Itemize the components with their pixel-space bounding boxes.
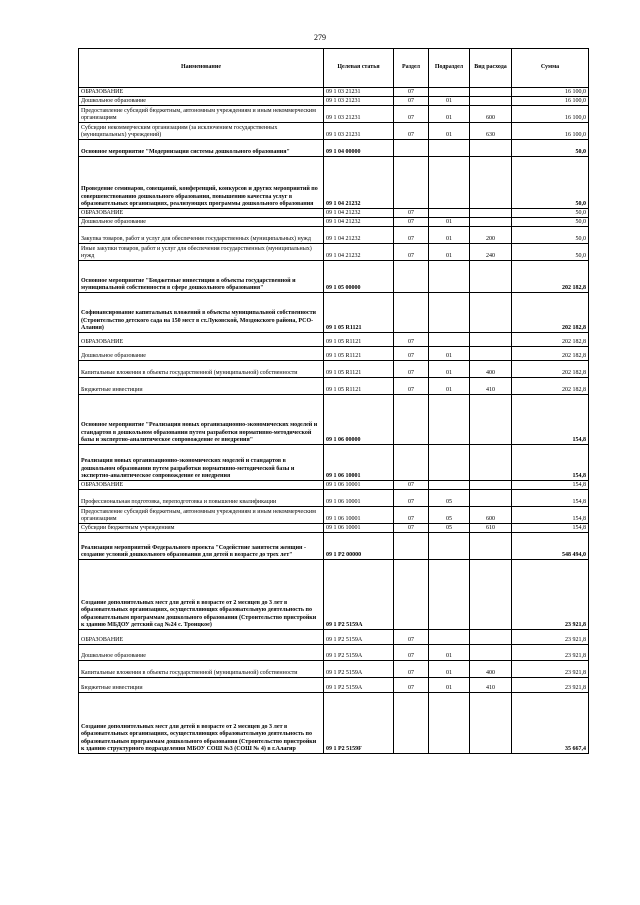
table-row (79, 678, 589, 693)
row-section-cell: 07 (394, 378, 429, 395)
row-target-article-cell: 09 1 06 10001 (324, 481, 394, 490)
row-section-cell (394, 293, 429, 333)
row-subsection-cell (429, 140, 470, 157)
row-expense-type-cell (470, 481, 512, 490)
row-section-cell: 07 (394, 481, 429, 490)
row-name-cell: Дошкольное образование (79, 645, 324, 661)
row-section-cell: 07 (394, 244, 429, 261)
row-expense-type-cell: 410 (470, 378, 512, 395)
row-subsection-cell: 01 (429, 347, 470, 361)
column-header-name: Наименование (79, 49, 324, 88)
row-subsection-cell (429, 533, 470, 560)
row-expense-type-cell (470, 261, 512, 293)
row-name-cell: Иные закупки товаров, работ и услуг для обеспечения государственных (муниципальных) нужд (79, 244, 324, 261)
row-amount-cell: 202 182,8 (512, 347, 589, 361)
row-target-article-cell: 09 1 03 21231 (324, 106, 394, 123)
table-row (79, 123, 589, 140)
row-amount-cell: 154,8 (512, 445, 589, 481)
row-name-cell: Создание дополнительных мест для детей в возрасте от 2 месяцев до 3 лет в образовательных организациях, осуществляющих образовательную деятельность по образовательным программам дошкольного образования (Строительство пристройки к зданию структурного подразделения МБОУ СОШ №3 (СОШ № 4) в г.Алагир (79, 693, 324, 754)
row-section-cell: 07 (394, 227, 429, 244)
row-subsection-cell: 01 (429, 361, 470, 378)
row-target-article-cell: 09 1 04 21232 (324, 218, 394, 227)
row-target-article-cell: 09 1 05 00000 (324, 261, 394, 293)
table-row (79, 97, 589, 106)
row-name-cell: Капитальные вложения в объекты государственной (муниципальной) собственности (79, 361, 324, 378)
table-header-row (79, 49, 589, 88)
table-row (79, 106, 589, 123)
row-subsection-cell (429, 157, 470, 209)
row-subsection-cell: 01 (429, 97, 470, 106)
row-section-cell (394, 445, 429, 481)
row-expense-type-cell: 410 (470, 678, 512, 693)
row-name-cell: Реализация новых организационно-экономических моделей и стандартов в дошкольном образовании путем разработки нормативно-методической базы и экспертно-аналитическое сопровождение ее внедрения (79, 445, 324, 481)
row-section-cell (394, 560, 429, 630)
row-name-cell: Предоставление субсидий бюджетным, автономным учреждениям и иным некоммерческим организациям (79, 106, 324, 123)
table-row (79, 693, 589, 754)
row-section-cell: 07 (394, 630, 429, 645)
row-subsection-cell (429, 445, 470, 481)
row-name-cell: ОБРАЗОВАНИЕ (79, 630, 324, 645)
row-expense-type-cell (470, 157, 512, 209)
row-amount-cell: 16 100,0 (512, 97, 589, 106)
row-name-cell: Бюджетные инвестиции (79, 678, 324, 693)
table-body (79, 88, 589, 754)
row-expense-type-cell (470, 490, 512, 507)
row-amount-cell: 23 921,8 (512, 560, 589, 630)
table-row (79, 481, 589, 490)
row-target-article-cell: 09 1 P2 5159F (324, 693, 394, 754)
row-expense-type-cell: 400 (470, 661, 512, 678)
row-amount-cell: 23 921,8 (512, 645, 589, 661)
row-name-cell: Предоставление субсидий бюджетным, автономным учреждениям и иным некоммерческим организациям (79, 507, 324, 524)
table-row (79, 533, 589, 560)
row-target-article-cell: 09 1 P2 5159A (324, 630, 394, 645)
column-header-section: Раздел (394, 49, 429, 88)
table-row (79, 524, 589, 533)
row-subsection-cell: 05 (429, 507, 470, 524)
row-subsection-cell: 01 (429, 218, 470, 227)
row-expense-type-cell: 600 (470, 507, 512, 524)
row-amount-cell: 202 182,8 (512, 361, 589, 378)
row-target-article-cell: 09 1 04 00000 (324, 140, 394, 157)
row-amount-cell: 50,0 (512, 218, 589, 227)
row-expense-type-cell (470, 533, 512, 560)
row-target-article-cell: 09 1 03 21231 (324, 88, 394, 97)
row-amount-cell: 202 182,8 (512, 333, 589, 347)
row-amount-cell: 154,8 (512, 524, 589, 533)
row-name-cell: ОБРАЗОВАНИЕ (79, 333, 324, 347)
row-subsection-cell (429, 333, 470, 347)
column-header-amount: Сумма (512, 49, 589, 88)
row-subsection-cell (429, 693, 470, 754)
row-subsection-cell: 01 (429, 645, 470, 661)
row-amount-cell: 154,8 (512, 507, 589, 524)
column-header-target-article: Целевая статья (324, 49, 394, 88)
row-name-cell: Дошкольное образование (79, 218, 324, 227)
row-section-cell: 07 (394, 123, 429, 140)
row-section-cell (394, 140, 429, 157)
row-target-article-cell: 09 1 04 21232 (324, 157, 394, 209)
row-section-cell: 07 (394, 507, 429, 524)
row-amount-cell: 16 100,0 (512, 123, 589, 140)
row-target-article-cell: 09 1 06 10001 (324, 524, 394, 533)
row-section-cell: 07 (394, 106, 429, 123)
row-target-article-cell: 09 1 03 21231 (324, 97, 394, 106)
row-section-cell: 07 (394, 209, 429, 218)
row-subsection-cell (429, 481, 470, 490)
row-expense-type-cell (470, 88, 512, 97)
row-name-cell: ОБРАЗОВАНИЕ (79, 88, 324, 97)
row-section-cell (394, 395, 429, 445)
row-target-article-cell: 09 1 04 21232 (324, 227, 394, 244)
row-target-article-cell: 09 1 06 10001 (324, 490, 394, 507)
table-row (79, 445, 589, 481)
row-subsection-cell: 01 (429, 106, 470, 123)
row-expense-type-cell: 240 (470, 244, 512, 261)
row-name-cell: Проведение семинаров, совещаний, конференций, конкурсов и других мероприятий по совершенствованию дошкольного образования, повышению качества услуг в образовательных организациях, реализующих программы дошкольного образования (79, 157, 324, 209)
row-name-cell: Создание дополнительных мест для детей в возрасте от 2 месяцев до 3 лет в образовательных организациях, осуществляющих образовательную деятельность по образовательным программам дошкольного образования (Строительство пристройки к зданию МБДОУ детский сад №24 с. Троицкое) (79, 560, 324, 630)
table-row (79, 218, 589, 227)
row-expense-type-cell: 600 (470, 106, 512, 123)
row-amount-cell: 154,8 (512, 481, 589, 490)
row-subsection-cell: 01 (429, 244, 470, 261)
row-target-article-cell: 09 1 P2 5159A (324, 678, 394, 693)
row-subsection-cell (429, 395, 470, 445)
row-target-article-cell: 09 1 06 10001 (324, 445, 394, 481)
row-target-article-cell: 09 1 04 21232 (324, 209, 394, 218)
column-header-subsection: Подраздел (429, 49, 470, 88)
row-section-cell: 07 (394, 490, 429, 507)
row-subsection-cell (429, 560, 470, 630)
row-amount-cell: 154,8 (512, 395, 589, 445)
row-expense-type-cell: 630 (470, 123, 512, 140)
table-row (79, 645, 589, 661)
row-expense-type-cell (470, 645, 512, 661)
row-amount-cell: 202 182,8 (512, 261, 589, 293)
row-name-cell: Реализация мероприятий Федерального проекта "Содействие занятости женщин - создание условий дошкольного образования для детей в возрасте до трех лет" (79, 533, 324, 560)
row-name-cell: Дошкольное образование (79, 97, 324, 106)
row-subsection-cell (429, 261, 470, 293)
row-name-cell: Закупка товаров, работ и услуг для обеспечения государственных (муниципальных) нужд (79, 227, 324, 244)
row-amount-cell: 50,0 (512, 157, 589, 209)
row-name-cell: Профессиональная подготовка, переподготовка и повышение квалификации (79, 490, 324, 507)
row-name-cell: Бюджетные инвестиции (79, 378, 324, 395)
row-subsection-cell (429, 630, 470, 645)
row-expense-type-cell (470, 560, 512, 630)
table-row (79, 395, 589, 445)
row-target-article-cell: 09 1 05 R1121 (324, 293, 394, 333)
row-subsection-cell (429, 88, 470, 97)
table-row (79, 333, 589, 347)
row-subsection-cell (429, 293, 470, 333)
row-amount-cell: 50,0 (512, 244, 589, 261)
row-section-cell: 07 (394, 361, 429, 378)
row-section-cell: 07 (394, 333, 429, 347)
row-target-article-cell: 09 1 05 R1121 (324, 333, 394, 347)
row-amount-cell: 50,0 (512, 209, 589, 218)
table-row (79, 88, 589, 97)
row-expense-type-cell: 610 (470, 524, 512, 533)
page-number: 279 (314, 33, 326, 42)
row-section-cell: 07 (394, 678, 429, 693)
row-expense-type-cell (470, 140, 512, 157)
row-name-cell: Дошкольное образование (79, 347, 324, 361)
row-name-cell: Субсидии некоммерческим организациям (за исключением государственных (муниципальных) учреждений) (79, 123, 324, 140)
row-section-cell (394, 693, 429, 754)
table-row (79, 293, 589, 333)
row-section-cell: 07 (394, 218, 429, 227)
table-row (79, 261, 589, 293)
row-amount-cell: 202 182,8 (512, 293, 589, 333)
row-section-cell (394, 533, 429, 560)
row-section-cell: 07 (394, 88, 429, 97)
row-expense-type-cell (470, 630, 512, 645)
row-expense-type-cell: 200 (470, 227, 512, 244)
row-amount-cell: 35 667,4 (512, 693, 589, 754)
row-section-cell (394, 261, 429, 293)
row-amount-cell: 50,0 (512, 227, 589, 244)
table-row (79, 661, 589, 678)
table-row (79, 209, 589, 218)
table-row (79, 157, 589, 209)
row-expense-type-cell: 400 (470, 361, 512, 378)
row-section-cell: 07 (394, 97, 429, 106)
row-subsection-cell: 01 (429, 661, 470, 678)
row-subsection-cell: 01 (429, 378, 470, 395)
row-section-cell: 07 (394, 661, 429, 678)
row-name-cell: Субсидии бюджетным учреждениям (79, 524, 324, 533)
row-subsection-cell (429, 209, 470, 218)
row-amount-cell: 154,8 (512, 490, 589, 507)
row-section-cell: 07 (394, 524, 429, 533)
row-target-article-cell: 09 1 05 R1121 (324, 361, 394, 378)
row-amount-cell: 23 921,8 (512, 661, 589, 678)
row-amount-cell: 548 494,0 (512, 533, 589, 560)
column-header-expense-type: Вид расхода (470, 49, 512, 88)
table-row (79, 361, 589, 378)
row-expense-type-cell (470, 333, 512, 347)
row-name-cell: ОБРАЗОВАНИЕ (79, 209, 324, 218)
row-amount-cell: 23 921,8 (512, 630, 589, 645)
row-amount-cell: 50,0 (512, 140, 589, 157)
row-name-cell: Софинансирование капитальных вложений в объекты муниципальной собственности (Строительство детского сада на 150 мест в ст.Луковской, Моздокского района, РСО-Алания) (79, 293, 324, 333)
table-row (79, 378, 589, 395)
row-section-cell (394, 157, 429, 209)
row-expense-type-cell (470, 693, 512, 754)
table-row (79, 490, 589, 507)
row-name-cell: Капитальные вложения в объекты государственной (муниципальной) собственности (79, 661, 324, 678)
row-target-article-cell: 09 1 04 21232 (324, 244, 394, 261)
table-row (79, 630, 589, 645)
row-section-cell: 07 (394, 645, 429, 661)
table-row (79, 347, 589, 361)
row-target-article-cell: 09 1 05 R1121 (324, 347, 394, 361)
row-expense-type-cell (470, 293, 512, 333)
row-subsection-cell: 01 (429, 123, 470, 140)
row-expense-type-cell (470, 209, 512, 218)
table-row (79, 560, 589, 630)
row-expense-type-cell (470, 218, 512, 227)
row-amount-cell: 16 100,0 (512, 106, 589, 123)
row-subsection-cell: 05 (429, 524, 470, 533)
budget-table (78, 48, 589, 754)
table-row (79, 507, 589, 524)
row-target-article-cell: 09 1 P2 5159A (324, 560, 394, 630)
table-row (79, 227, 589, 244)
table-row (79, 140, 589, 157)
row-expense-type-cell (470, 347, 512, 361)
row-subsection-cell: 05 (429, 490, 470, 507)
row-name-cell: Основное мероприятие "Бюджетные инвестиции в объекты государственной и муниципальной собственности в сфере дошкольного образования" (79, 261, 324, 293)
row-target-article-cell: 09 1 03 21231 (324, 123, 394, 140)
row-name-cell: ОБРАЗОВАНИЕ (79, 481, 324, 490)
row-expense-type-cell (470, 445, 512, 481)
row-expense-type-cell (470, 97, 512, 106)
row-expense-type-cell (470, 395, 512, 445)
row-subsection-cell: 01 (429, 678, 470, 693)
row-amount-cell: 23 921,8 (512, 678, 589, 693)
row-target-article-cell: 09 1 06 10001 (324, 507, 394, 524)
row-target-article-cell: 09 1 P2 5159A (324, 661, 394, 678)
table-row (79, 244, 589, 261)
row-amount-cell: 16 100,0 (512, 88, 589, 97)
row-section-cell: 07 (394, 347, 429, 361)
row-target-article-cell: 09 1 P2 00000 (324, 533, 394, 560)
row-name-cell: Основное мероприятие "Модернизация системы дошкольного образования" (79, 140, 324, 157)
row-name-cell: Основное мероприятие "Реализация новых организационно-экономических моделей и стандартов в дошкольном образовании путем разработки нормативно-методической базы и экспертно-аналитическое сопровождение ее внедрения" (79, 395, 324, 445)
row-subsection-cell: 01 (429, 227, 470, 244)
row-amount-cell: 202 182,8 (512, 378, 589, 395)
row-target-article-cell: 09 1 P2 5159A (324, 645, 394, 661)
row-target-article-cell: 09 1 05 R1121 (324, 378, 394, 395)
row-target-article-cell: 09 1 06 00000 (324, 395, 394, 445)
